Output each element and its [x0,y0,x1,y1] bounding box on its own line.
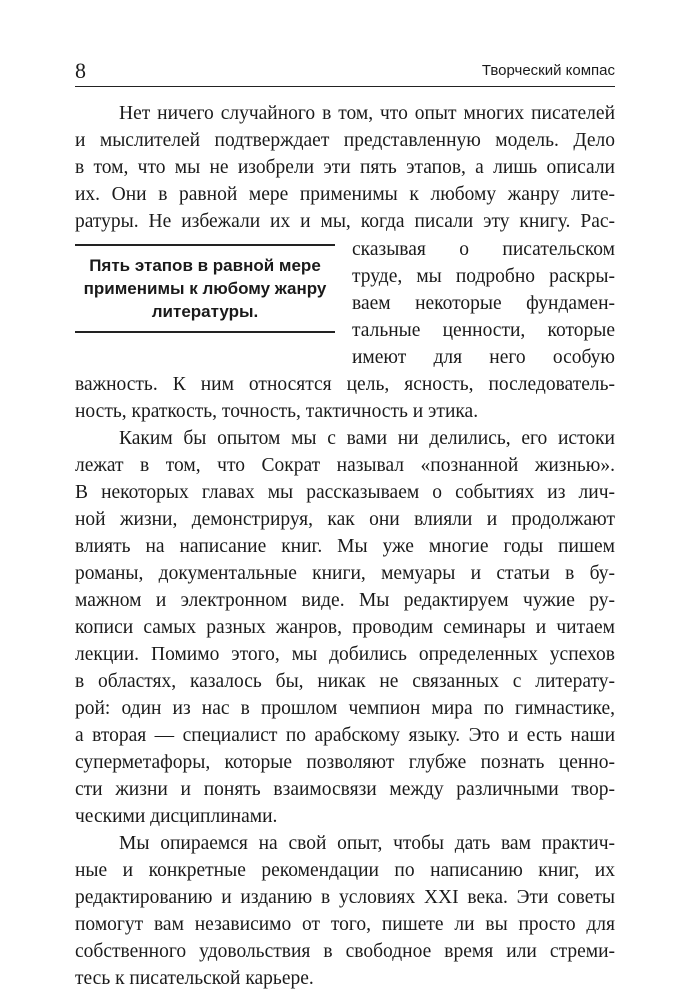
text-line: редактированию и изданию в условиях XXI века. Эти советы [75,887,615,908]
text-line: ные и конкретные рекомендации по написанию книг, их [75,860,615,881]
text-line: собственного удовольствия в свободное время или стреми- [75,941,615,962]
text-line: лекции. Помимо этого, мы добились определенных успехов [75,644,615,665]
text-line: тальные ценности, которые [352,320,615,341]
text-line: лежат в том, что Сократ называл «познанной жизнью». [75,455,615,476]
running-title: Творческий компас [481,62,615,79]
pull-quote-line: литературы. [151,302,259,321]
pull-quote-line: Пять этапов в равной мере [89,256,321,275]
page-number: 8 [75,58,86,83]
text-line: и мыслителей подтверждает представленную модель. Дело [75,130,615,151]
text-line: Каким бы опытом мы с вами ни делились, его истоки [119,428,615,449]
running-header [75,56,615,87]
text-line: в том, что мы не изобрели эти пять этапов, а лишь описали [75,157,615,178]
text-line: влиять на написание книг. Мы уже многие годы пишем [75,536,615,557]
text-line: имеют для него особую [352,347,615,368]
text-line: труде, мы подробно раскры- [352,266,615,287]
pull-quote-line: применимы к любому жанру [83,279,327,298]
text-line: ваем некоторые фундамен- [352,293,615,314]
text-line: Мы опираемся на свой опыт, чтобы дать вам практич- [119,833,615,854]
text-line: ческими дисциплинами. [75,806,278,827]
text-line: ной жизни, демонстрируя, как они влияли и продолжают [75,509,615,530]
text-line: Нет ничего случайного в том, что опыт многих писателей [119,103,615,124]
text-line: а вторая — специалист по арабскому языку. Это и есть наши [75,725,615,746]
text-line: рой: один из нас в прошлом чемпион мира по гимнастике, [75,698,615,719]
pull-quote [75,244,335,333]
text-line: В некоторых главах мы рассказываем о событиях из лич- [75,482,615,503]
text-line: в областях, казалось бы, никак не связанных с литерату- [75,671,615,692]
text-line: ность, краткость, точность, тактичность и этика. [75,401,479,422]
text-line: помогут вам независимо от того, пишете ли вы просто для [75,914,615,935]
text-line: важность. К ним относятся цель, ясность, последователь- [75,374,615,395]
text-line: суперметафоры, которые позволяют глубже познать ценно- [75,752,615,773]
text-line: мажном и электронном виде. Мы редактируем чужие ру- [75,590,615,611]
text-line: кописи самых разных жанров, проводим семинары и читаем [75,617,615,638]
text-line: тесь к писательской карьере. [75,968,314,989]
text-line: их. Они в равной мере применимы к любому жанру лите- [75,184,615,205]
text-line: романы, документальные книги, мемуары и статьи в бу- [75,563,615,584]
text-line: сти жизни и понять взаимосвязи между различными твор- [75,779,615,800]
text-line: ратуры. Не избежали их и мы, когда писали эту книгу. Рас- [75,211,615,232]
text-line: сказывая о писательском [352,239,615,260]
